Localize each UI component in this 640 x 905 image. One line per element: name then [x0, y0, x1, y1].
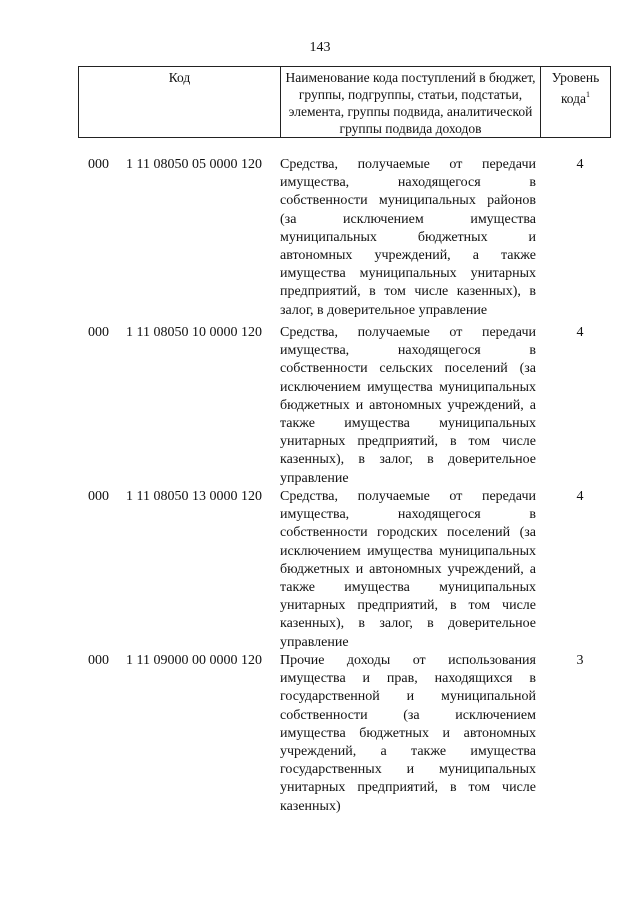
admin-code: 000 [88, 325, 109, 340]
table-row [78, 488, 610, 652]
revenue-code: 1 11 09000 00 0000 120 [126, 653, 262, 668]
table-row [78, 156, 610, 324]
page-number: 143 [309, 40, 331, 55]
revenue-name: Средства, получаемые от передачи имущества, находящегося в собственности муниципальных районов (за исключением имущества муниципальных бюджетных и автономных учреждений, а также имущества муниципальных унитарных предприятий, в том числе казенных), в залог, в доверительное управление [280, 157, 536, 318]
header-name: Наименование кода поступлений в бюджет, группы, подгруппы, статьи, подстатьи, элемента, группы подвида, аналитической группы подвида доходов [281, 67, 541, 138]
revenue-code: 1 11 08050 13 0000 120 [126, 489, 262, 504]
table-header [78, 66, 611, 138]
code-level: 4 [576, 157, 584, 172]
table-row [78, 652, 610, 816]
admin-code: 000 [88, 489, 109, 504]
footnote-mark: 1 [586, 90, 591, 99]
revenue-name: Средства, получаемые от передачи имущества, находящегося в собственности сельских поселений (за исключением имущества муниципальных бюджетных и автономных учреждений, а также имущества муниципальных унитарных предприятий, в том числе казенных), в залог, в доверительное управление [280, 325, 536, 486]
header-level-label: Уровень кода [551, 70, 600, 106]
header-level [541, 67, 611, 138]
revenue-name: Средства, получаемые от передачи имущества, находящегося в собственности городских поселений (за исключением имущества муниципальных бюджетных и автономных учреждений, а также имущества муниципальных унитарных предприятий, в том числе казенных), в залог, в доверительное управление [280, 489, 536, 650]
admin-code: 000 [88, 157, 109, 172]
admin-code: 000 [88, 653, 109, 668]
revenue-code: 1 11 08050 05 0000 120 [126, 157, 262, 172]
revenue-name: Прочие доходы от использования имущества и прав, находящихся в государственной и муниципальной собственности (за исключением имущества бюджетных и автономных учреждений, а также имущества государственных и муниципальных унитарных предприятий, в том числе казенных) [280, 653, 536, 814]
code-level: 4 [576, 489, 584, 504]
code-level: 4 [576, 325, 584, 340]
revenue-code: 1 11 08050 10 0000 120 [126, 325, 262, 340]
header-code: Код [79, 67, 281, 138]
code-level: 3 [576, 653, 584, 668]
table-body [78, 156, 610, 816]
table-row [78, 324, 610, 488]
